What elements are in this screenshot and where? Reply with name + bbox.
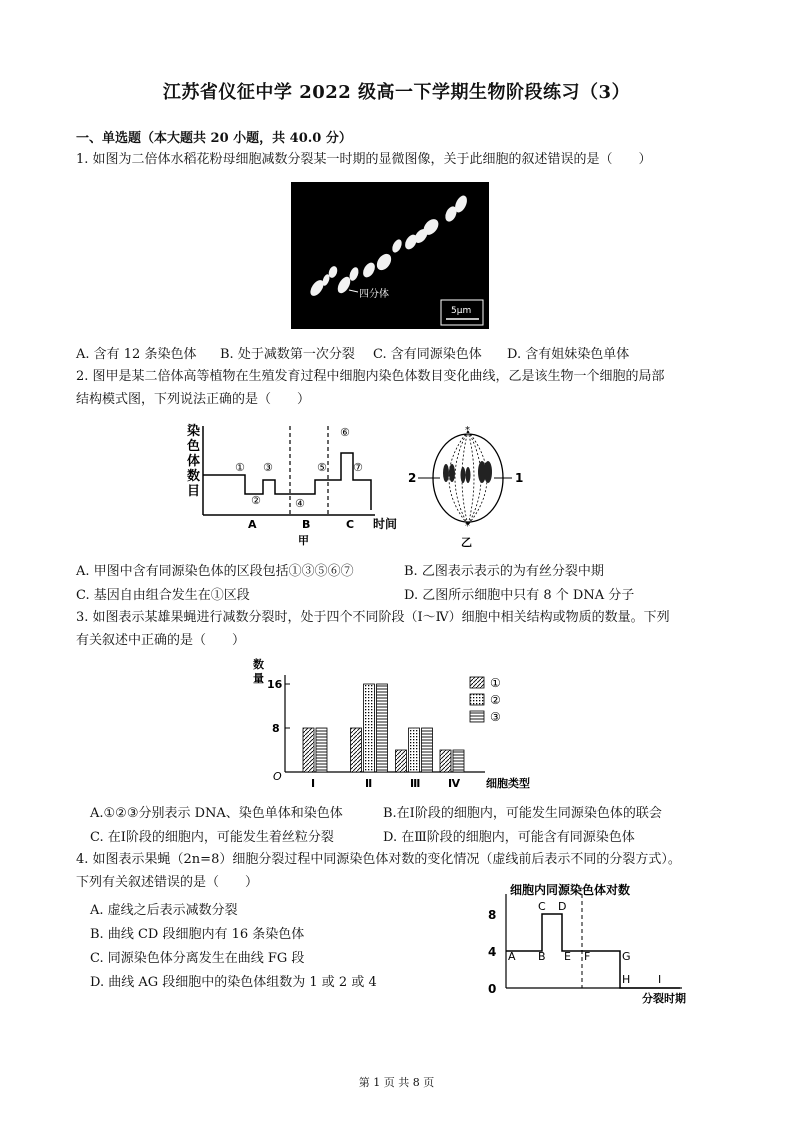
svg-text:⑦: ⑦ xyxy=(353,461,363,474)
svg-text:④: ④ xyxy=(295,497,305,510)
q3-bar-chart xyxy=(245,655,565,793)
legend-swatch-1 xyxy=(470,677,484,688)
svg-text:B: B xyxy=(302,518,311,531)
line-point-H: H xyxy=(622,973,631,986)
bar-legend xyxy=(470,676,501,724)
bar-2-series-3 xyxy=(377,684,388,772)
svg-text:体: 体 xyxy=(187,454,201,469)
line-point-D: D xyxy=(558,900,567,913)
svg-text:①: ① xyxy=(235,461,245,474)
q4-option-c: C. 同源染色体分离发生在曲线 FG 段 xyxy=(90,951,305,966)
svg-text:目: 目 xyxy=(187,484,201,499)
fig-jia-label: 甲 xyxy=(298,534,309,547)
bar-xtick-2: Ⅱ xyxy=(365,777,373,790)
q4-option-a: A. 虚线之后表示减数分裂 xyxy=(90,903,238,918)
svg-text:时间: 时间 xyxy=(373,517,398,531)
svg-text:③: ③ xyxy=(263,461,273,474)
q1-stem: 1. 如图为二倍体水稻花粉母细胞减数分裂某一时期的显微图像，关于此细胞的叙述错误的是（ ） xyxy=(76,152,652,167)
bar-xticks xyxy=(311,777,461,790)
bar-xtick-4: Ⅳ xyxy=(448,777,461,790)
line-point-F: F xyxy=(584,950,591,963)
q2-stem-line2: 结构模式图，下列说法正确的是（ ） xyxy=(76,392,311,407)
q2-option-c: C. 基因自由组合发生在①区段 xyxy=(76,588,250,603)
q4-stem-line1: 4. 如图表示果蝇（2n=8）细胞分裂过程中同源染色体对数的变化情况（虚线前后表示不同的分裂方式）。 xyxy=(76,852,681,867)
ytick-16: 16 xyxy=(267,678,283,691)
q4-option-b: B. 曲线 CD 段细胞内有 16 条染色体 xyxy=(90,927,305,942)
bar-4-series-1 xyxy=(440,750,451,772)
q2-stem-line1: 2. 图甲是某二倍体高等植物在生殖发育过程中细胞内染色体数目变化曲线，乙是该生物一个细胞的局部 xyxy=(76,369,665,384)
svg-text:②: ② xyxy=(251,494,261,507)
svg-text:色: 色 xyxy=(187,439,201,454)
svg-text:A: A xyxy=(248,518,257,531)
q1-micrograph xyxy=(291,182,489,329)
section-heading: 一、单选题（本大题共 20 小题，共 40.0 分） xyxy=(76,131,352,146)
q3-option-b: B.在Ⅰ阶段的细胞内，可能发生同源染色体的联会 xyxy=(383,806,662,821)
q2-option-b: B. 乙图表示表示的为有丝分裂中期 xyxy=(404,564,604,579)
jia-ylabel xyxy=(187,423,200,499)
bar-xtick-1: Ⅰ xyxy=(311,777,316,790)
line-point-B: B xyxy=(538,950,546,963)
line-ylabel: 细胞内同源染色体对数 xyxy=(510,883,631,897)
svg-text:⑤: ⑤ xyxy=(317,461,327,474)
tetrad-label: 四分体 xyxy=(359,289,389,300)
q3-option-a: A.①②③分别表示 DNA、染色单体和染色体 xyxy=(90,806,343,821)
line-point-C: C xyxy=(538,900,546,913)
line-point-labels xyxy=(508,900,661,986)
bar-3-series-3 xyxy=(422,728,433,772)
legend-swatch-3 xyxy=(470,711,484,722)
svg-text:⑥: ⑥ xyxy=(340,426,350,439)
line-point-G: G xyxy=(622,950,631,963)
q4-option-d: D. 曲线 AG 段细胞中的染色体组数为 1 或 2 或 4 xyxy=(90,975,377,990)
q1-option-d: D. 含有姐妹染色单体 xyxy=(507,347,630,362)
bar-2-series-2 xyxy=(364,684,375,772)
bar-1-series-3 xyxy=(316,728,327,772)
line-ytick-8: 8 xyxy=(488,908,497,922)
bar-xlabel: 细胞类型 xyxy=(486,777,530,790)
scale-label: 5μm xyxy=(451,306,472,316)
bar-ylabel-1: 数 xyxy=(253,658,264,671)
q3-option-d: D. 在Ⅲ阶段的细胞内，可能含有同源染色体 xyxy=(383,830,635,845)
bar-marks xyxy=(303,684,464,772)
bar-3-series-2 xyxy=(409,728,420,772)
line-point-I: I xyxy=(658,973,662,986)
svg-text:数: 数 xyxy=(187,469,201,484)
line-point-A: A xyxy=(508,950,516,963)
q3-stem-line1: 3. 如图表示某雄果蝇进行减数分裂时，处于四个不同阶段（Ⅰ～Ⅳ）细胞中相关结构或物质的数量。下列 xyxy=(76,610,670,625)
bar-4-series-3 xyxy=(453,750,464,772)
q4-stem-line2: 下列有关叙述错误的是（ ） xyxy=(76,875,259,890)
legend-label-3: ③ xyxy=(490,710,501,724)
jia-circle-labels xyxy=(235,426,363,510)
svg-text:2: 2 xyxy=(408,471,417,485)
svg-text:*: * xyxy=(465,521,470,532)
svg-text:1: 1 xyxy=(515,471,524,485)
bar-ylabel-2: 量 xyxy=(253,672,264,685)
line-ytick-4: 4 xyxy=(488,945,497,959)
svg-text:C: C xyxy=(346,518,355,531)
line-point-E: E xyxy=(564,950,571,963)
line-ytick-0: 0 xyxy=(488,982,497,996)
svg-text:染: 染 xyxy=(187,424,201,439)
q1-option-b: B. 处于减数第一次分裂 xyxy=(220,347,355,362)
q1-option-a: A. 含有 12 条染色体 xyxy=(76,347,197,362)
q2-figure-yi xyxy=(400,425,530,550)
q4-line-chart xyxy=(470,880,710,1008)
bar-1-series-1 xyxy=(303,728,314,772)
q2-option-d: D. 乙图所示细胞中只有 8 个 DNA 分子 xyxy=(404,588,635,603)
q3-option-c: C. 在Ⅰ阶段的细胞内，可能发生着丝粒分裂 xyxy=(90,830,334,845)
page-footer: 第 1 页 共 8 页 xyxy=(358,1076,435,1089)
q3-stem-line2: 有关叙述中正确的是（ ） xyxy=(76,633,246,648)
legend-label-1: ① xyxy=(490,676,501,690)
fig-yi-label: 乙 xyxy=(461,536,472,549)
svg-text:*: * xyxy=(465,425,470,436)
legend-swatch-2 xyxy=(470,694,484,705)
page-title: 江苏省仪征中学 2022 级高一下学期生物阶段练习（3） xyxy=(162,82,631,103)
bar-xtick-3: Ⅲ xyxy=(410,777,421,790)
line-series xyxy=(506,914,680,988)
bar-2-series-1 xyxy=(351,728,362,772)
origin-label: O xyxy=(273,770,282,783)
line-xlabel: 分裂时期 xyxy=(642,992,686,1005)
q2-option-a: A. 甲图中含有同源染色体的区段包括①③⑤⑥⑦ xyxy=(76,564,354,579)
q2-figure-jia xyxy=(185,418,420,548)
ytick-8: 8 xyxy=(272,722,280,735)
q1-option-c: C. 含有同源染色体 xyxy=(373,347,482,362)
line-yticks xyxy=(488,908,496,996)
legend-label-2: ② xyxy=(490,693,501,707)
bar-3-series-1 xyxy=(396,750,407,772)
